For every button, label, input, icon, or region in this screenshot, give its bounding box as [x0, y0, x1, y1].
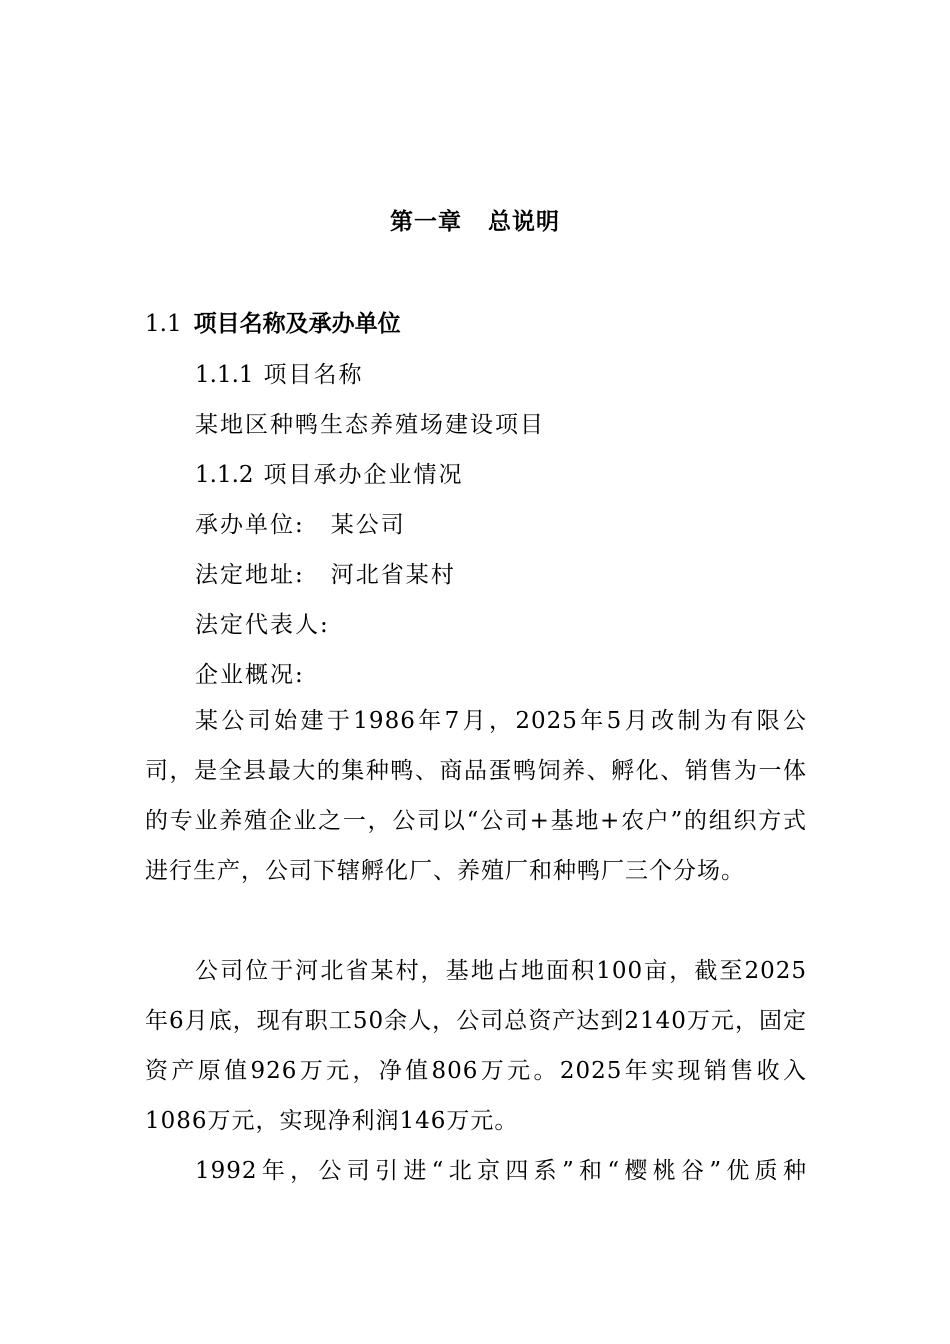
address-value: 河北省某村 — [330, 562, 456, 588]
section-title: 项目名称及承办单位 — [193, 310, 401, 337]
section-heading-1-1 — [145, 305, 401, 338]
paragraph-breeds: 1992年，公司引进“北京四系”和“樱桃谷”优质种 — [195, 1158, 807, 1184]
overview-row — [195, 656, 305, 689]
address-label: 法定地址: — [195, 562, 305, 588]
subsection-title: 项目名称 — [263, 362, 364, 388]
chapter-number: 第一章 — [390, 208, 462, 235]
chapter-title — [0, 203, 950, 236]
paragraph-company-history: 某公司始建于1986年7月，2025年5月改制为有限公司，是全县最大的集种鸭、商品蛋鸭饲养、孵化、销售为一体的专业养殖企业之一，公司以“公司+基地+农户”的组织方式进行生产，公司下辖孵化厂、养殖厂和种鸭厂三个分场。 — [145, 708, 807, 884]
subsection-number: 1.1.1 — [195, 362, 254, 388]
representative-label: 法定代表人: — [195, 612, 330, 638]
undertaker-label: 承办单位: — [195, 512, 305, 538]
project-name: 某地区种鸭生态养殖场建设项目 — [195, 412, 545, 438]
paragraph-company-assets: 公司位于河北省某村，基地占地面积100亩，截至2025年6月底，现有职工50余人，公司总资产达到2140万元，固定资产原值926万元，净值806万元。2025年实现销售收入1086万元，实现净利润146万元。 — [145, 958, 807, 1134]
subsection-number: 1.1.2 — [195, 462, 254, 488]
address-row — [195, 556, 456, 589]
chapter-name: 总说明 — [488, 208, 560, 235]
subsection-heading-1-1-2 — [195, 456, 464, 489]
subsection-title: 项目承办企业情况 — [263, 462, 464, 488]
overview-label: 企业概况: — [195, 662, 305, 688]
section-number: 1.1 — [145, 311, 182, 337]
representative-row — [195, 606, 330, 639]
undertaker-row — [195, 506, 406, 539]
undertaker-value: 某公司 — [330, 512, 406, 538]
subsection-heading-1-1-1 — [195, 356, 364, 389]
